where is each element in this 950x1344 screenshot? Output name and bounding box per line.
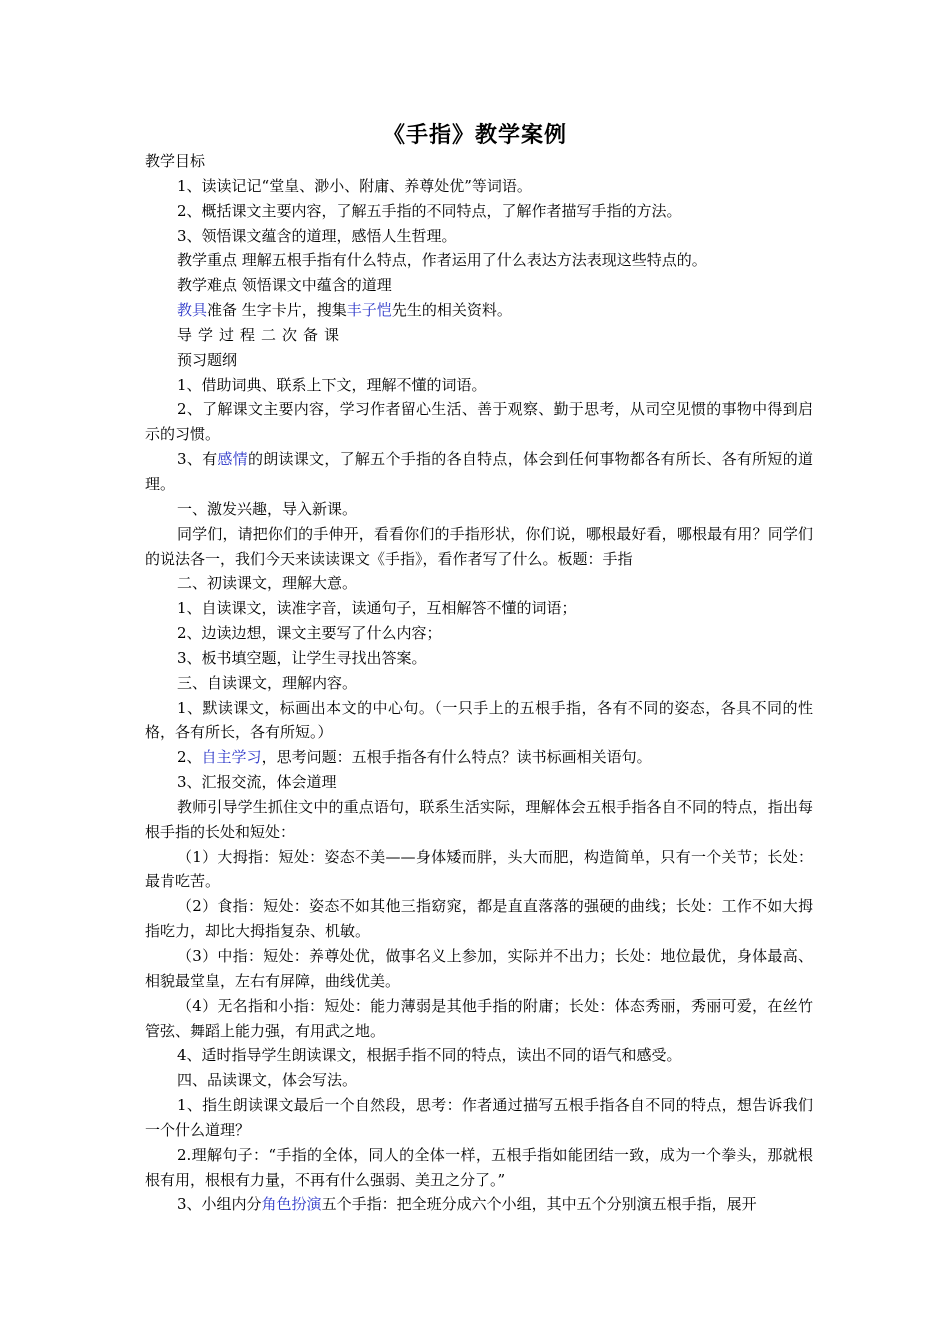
list-item: 1、指生朗读课文最后一个自然段，思考：作者通过描写五根手指各自不同的特点，想告诉我们一个什么道理？: [145, 1096, 813, 1139]
link-feng-zikai[interactable]: 丰子恺: [346, 301, 392, 320]
list-item: 1、自读课文，读准字音，读通句子，互相解答不懂的词语；: [177, 599, 577, 618]
key-point: 教学重点 理解五根手指有什么特点，作者运用了什么表达方法表现这些特点的。: [177, 251, 707, 270]
text-span: 3、有: [177, 450, 218, 469]
text-span: ，思考问题：五根手指各有什么特点？读书标画相关语句。: [261, 748, 652, 767]
objective-item: 2、概括课文主要内容，了解五手指的不同特点，了解作者描写手指的方法。: [177, 201, 682, 220]
step-heading: 二、初读课文，理解大意。: [177, 574, 358, 593]
text-span: 五个手指：把全班分成六个小组，其中五个分别演五根手指，展开: [321, 1195, 757, 1214]
list-item: 2.理解句子：“手指的全体，同人的全体一样，五根手指如能团结一致，成为一个拳头，那就根根有用，根根有力量，不再有什么强弱、美丑之分了。”: [145, 1145, 813, 1189]
link-zizhu-xuexi[interactable]: 自主学习: [201, 748, 262, 767]
list-item: 3、板书填空题，让学生寻找出答案。: [177, 648, 427, 667]
list-item: 4、适时指导学生朗读课文，根据手指不同的特点，读出不同的语气和感受。: [177, 1046, 682, 1065]
text-span: 准备 生字卡片，搜集: [207, 301, 347, 320]
list-item: [145, 745, 813, 770]
step-heading: 一、激发兴趣，导入新课。: [177, 499, 358, 518]
teaching-aids: [145, 298, 813, 323]
objective-item: 3、领悟课文蕴含的道理，感悟人生哲理。: [177, 226, 457, 245]
finger-item: （4）无名指和小指：短处：能力薄弱是其他手指的附庸；长处：体态秀丽，秀丽可爱，在丝竹管弦、舞蹈上能力强，有用武之地。: [145, 996, 813, 1040]
text-span: 先生的相关资料。: [391, 301, 512, 320]
link-juese-banyan[interactable]: 角色扮演: [261, 1195, 322, 1214]
finger-item: （3）中指：短处：养尊处优，做事名义上参加，实际并不出力；长处：地位最优，身体最高、相貌最堂皇，左右有屏障，曲线优美。: [145, 947, 813, 990]
paragraph: 同学们，请把你们的手伸开，看看你们的手指形状，你们说，哪根最好看，哪根最有用？同学们的说法各一，我们今天来读读课文《手指》，看作者写了什么。板题：手指: [145, 524, 813, 568]
process-heading: 导学过程二次备课: [177, 325, 346, 344]
list-item: 3、汇报交流，体会道理: [177, 773, 337, 792]
list-item: 2、边读边想，课文主要写了什么内容；: [177, 624, 442, 643]
link-jiaoju[interactable]: 教具: [177, 301, 208, 320]
preview-item: 1、借助词典、联系上下文，理解不懂的词语。: [177, 375, 487, 394]
preview-item: 2、了解课文主要内容，学习作者留心生活、善于观察、勤于思考，从司空见惯的事物中得到启示的习惯。: [145, 400, 813, 444]
preview-item: [145, 447, 813, 497]
finger-item: （1）大拇指：短处：姿态不美——身体矮而胖，头大而肥，构造简单，只有一个关节；长处：最肯吃苦。: [145, 847, 813, 891]
preview-heading: 预习题纲: [177, 350, 238, 369]
document-title: 《手指》教学案例: [382, 123, 567, 148]
text-span: 的朗读课文，了解五个手指的各自特点，体会到任何事物都各有所长、各有所短的道理。: [145, 450, 813, 493]
list-item: [145, 1192, 813, 1217]
document-body: [145, 149, 813, 1217]
paragraph: 教师引导学生抓住文中的重点语句，联系生活实际，理解体会五根手指各自不同的特点，指出每根手指的长处和短处：: [145, 797, 813, 841]
section-heading-objectives: 教学目标: [145, 152, 206, 170]
text-span: 2、: [177, 748, 202, 767]
objective-item: 1、读读记记“堂皇、渺小、附庸、养尊处优”等词语。: [177, 176, 532, 195]
step-heading: 三、自读课文，理解内容。: [177, 673, 358, 692]
difficult-point: 教学难点 领悟课文中蕴含的道理: [177, 276, 392, 295]
text-span: 3、小组内分: [177, 1195, 262, 1214]
finger-item: （2）食指：短处：姿态不如其他三指窈窕，都是直直落落的强硬的曲线；长处：工作不如大拇指吃力，却比大拇指复杂、机敏。: [145, 897, 813, 941]
step-heading: 四、品读课文，体会写法。: [177, 1071, 358, 1090]
link-ganqing[interactable]: 感情: [217, 450, 248, 469]
list-item: 1、默读课文，标画出本文的中心句。（一只手上的五根手指，各有不同的姿态，各具不同的性格，各有所长，各有所短。）: [145, 698, 813, 742]
